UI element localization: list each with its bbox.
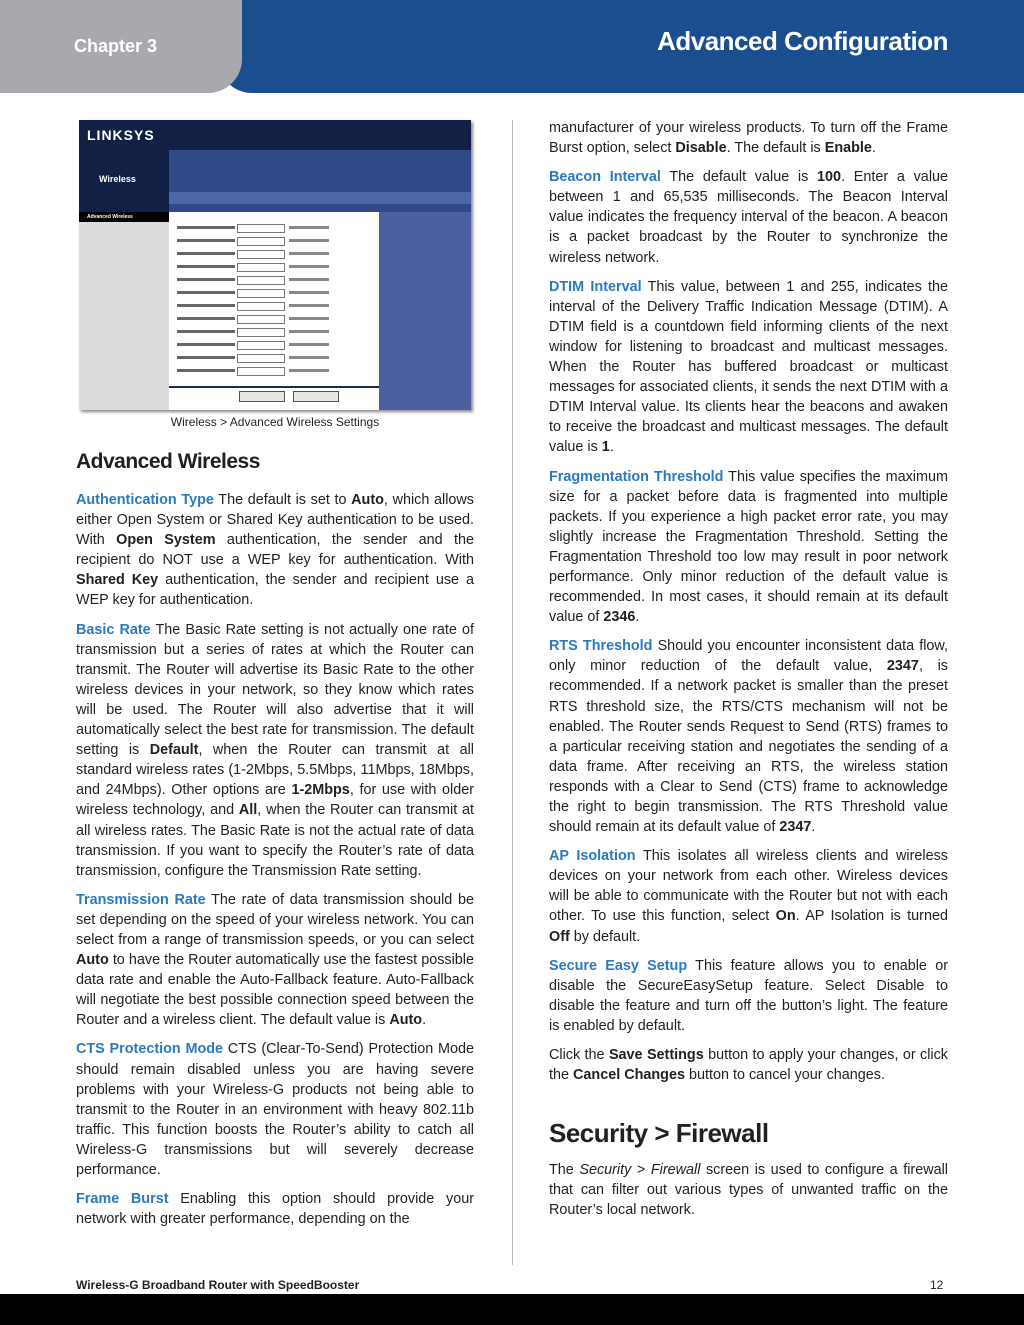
paragraph-authentication-type: Authentication Type The default is set to Auto, which allows either Open System or Shared Key authentication to be used. With Open System authentication, the sender and the recipient do NOT use a WEP key for authentication. With Shared Key authentication, the sender and recipient use a WEP key for authentication. bbox=[76, 492, 475, 609]
screenshot-row bbox=[177, 250, 377, 258]
paragraph-rts-threshold: RTS Threshold Should you encounter inconsistent data flow, only minor reduction of the default value, 2347, is recommended. If a network packet is smaller than the preset RTS threshold size, the RTS/CTS mechanism will not be enabled. The Router sends Request to Send (RTS) frames to a particular receiving station and negotiates the sending of a data frame. After receiving an RTS, the wireless station responds with a Clear to Send (CTS) frame to acknowledge the right to begin transmission. The RTS Threshold value should remain at its default value of 2347. bbox=[549, 638, 949, 836]
column-divider bbox=[512, 120, 513, 1265]
page-header bbox=[0, 0, 1024, 93]
paragraph-firewall: The Security > Firewall screen is used to configure a firewall that can filter out various types of unwanted traffic on the Router’s local network. bbox=[549, 1162, 948, 1219]
figure-caption: Wireless > Advanced Wireless Settings bbox=[170, 415, 380, 429]
screenshot-section-panel bbox=[79, 150, 169, 212]
term: Beacon Interval bbox=[549, 169, 661, 186]
term: DTIM Interval bbox=[549, 278, 642, 295]
heading-advanced-wireless: Advanced Wireless bbox=[76, 450, 260, 473]
term: Frame Burst bbox=[76, 1191, 169, 1208]
screenshot-row bbox=[177, 289, 377, 297]
paragraph-secure-easy-setup: Secure Easy Setup This feature allows you to enable or disable the SecureEasySetup feature. Select Disable to disable the feature and turn off the button’s light. The feature is enabled by default. bbox=[549, 957, 948, 1034]
page-number: 12 bbox=[930, 1278, 944, 1292]
screenshot-topbar bbox=[79, 120, 471, 150]
screenshot-row bbox=[177, 354, 377, 362]
section-title: Advanced Configuration bbox=[657, 26, 948, 56]
screenshot-left-heading: Advanced Wireless bbox=[79, 212, 169, 222]
paragraph-dtim-interval: DTIM Interval This value, between 1 and 255, indicates the interval of the Delivery Traffic Indication Message (DTIM). A DTIM field is a countdown field informing clients of the next window for listening to broadcast and multicast messages. When the Router has buffered broadcast or multicast messages for associated clients, it sends the next DTIM with a DTIM Interval value. Its clients hear the beacons and awaken to receive the broadcast and multicast messages. The default value is 1. bbox=[549, 278, 948, 456]
screenshot-leftpanel bbox=[79, 212, 169, 410]
screenshot-row bbox=[177, 341, 377, 349]
screenshot-help-panel bbox=[379, 212, 471, 410]
screenshot-row bbox=[177, 237, 377, 245]
term: Fragmentation Threshold bbox=[549, 468, 724, 485]
screenshot-subnav bbox=[169, 192, 471, 204]
footer-product: Wireless-G Broadband Router with SpeedBooster bbox=[76, 1278, 360, 1292]
paragraph-basic-rate: Basic Rate The Basic Rate setting is not actually one rate of transmission but a series of rates at which the Router can transmit. The Router will advertise its Basic Rate to the other wireless devices in your network, so they know which rates will be used. The Router will also advertise that it will automatically select the best rate for transmission. The default setting is Default, when the Router can transmit at all standard wireless rates (1-2Mbps, 5.5Mbps, 11Mbps, 18Mbps, and 24Mbps). Other options are 1-2Mbps, for use with older wireless technology, and All, when the Router can transmit at all wireless rates. The Basic Rate is not the actual rate of data transmission. If you want to specify the Router’s rate of data transmission, configure the Transmission Rate setting. bbox=[76, 621, 474, 879]
screenshot-save-button bbox=[239, 391, 285, 402]
screenshot-cancel-button bbox=[293, 391, 339, 402]
screenshot-row bbox=[177, 367, 377, 375]
screenshot-row bbox=[177, 302, 377, 310]
left-column bbox=[76, 490, 474, 1238]
screenshot-row bbox=[177, 315, 377, 323]
paragraph-transmission-rate: Transmission Rate The rate of data transmission should be set depending on the speed of your wireless network. You can select from a range of transmission speeds, or you can select Auto to have the Router automatically use the fastest possible data rate and enable the Auto-Fallback feature. Auto-Fallback will negotiate the best possible connection speed between the Router and a wireless client. The default value is Auto. bbox=[76, 891, 474, 1029]
chapter-label: Chapter 3 bbox=[74, 36, 158, 56]
linksys-logo: LINKSYS bbox=[87, 127, 155, 143]
paragraph-ap-isolation: AP Isolation This isolates all wireless clients and wireless devices on your network from each other. Wireless devices will be able to communicate with the Router but not with each other. To use this function, select On. AP Isolation is turned Off by default. bbox=[549, 848, 948, 945]
term: RTS Threshold bbox=[549, 638, 653, 655]
heading-security-firewall: Security > Firewall bbox=[549, 1118, 769, 1148]
screenshot-row bbox=[177, 263, 377, 271]
paragraph-beacon-interval: Beacon Interval The default value is 100. Enter a value between 1 and 65,535 milliseconds. The Beacon Interval value indicates the frequency interval of the beacon. A beacon is a packet broadcast by the Router to synchronize the wireless network. bbox=[549, 169, 949, 266]
screenshot-row bbox=[177, 276, 377, 284]
screenshot-row bbox=[177, 224, 377, 232]
paragraph-frame-burst-cont: manufacturer of your wireless products. To turn off the Frame Burst option, select Disable. The default is Enable. bbox=[549, 120, 948, 157]
term: Secure Easy Setup bbox=[549, 957, 688, 974]
paragraph-save-settings: Click the Save Settings button to apply your changes, or click the Cancel Changes button to cancel your changes. bbox=[549, 1047, 948, 1084]
screenshot-section-label: Wireless bbox=[99, 174, 136, 184]
router-screenshot bbox=[79, 120, 471, 410]
term: Transmission Rate bbox=[76, 891, 206, 908]
term: AP Isolation bbox=[549, 848, 636, 865]
paragraph-fragmentation-threshold: Fragmentation Threshold This value specifies the maximum size for a packet before data is fragmented into multiple packets. If you experience a high packet error rate, you may slightly increase the Fragmentation Threshold. Setting the Fragmentation Threshold too low may result in poor network performance. Only minor reduction of the default value is recommended. In most cases, it should remain at its default value of 2346. bbox=[549, 468, 948, 626]
term: Basic Rate bbox=[76, 621, 151, 638]
bottom-band bbox=[0, 1294, 1024, 1325]
term: Authentication Type bbox=[76, 492, 214, 508]
term: CTS Protection Mode bbox=[76, 1041, 224, 1058]
screenshot-row bbox=[177, 328, 377, 336]
paragraph-frame-burst: Frame Burst Enabling this option should provide your network with greater performance, depending on the bbox=[76, 1191, 474, 1228]
right-column bbox=[549, 118, 948, 1094]
screenshot-divider bbox=[169, 386, 379, 388]
paragraph-cts-protection: CTS Protection Mode CTS (Clear-To-Send) Protection Mode should remain disabled unless you are having severe problems with your Wireless-G products not being able to transmit to the Router in an environment with heavy 802.11b traffic. This function boosts the Router’s ability to catch all Wireless-G transmissions but will severely decrease performance. bbox=[76, 1041, 474, 1178]
